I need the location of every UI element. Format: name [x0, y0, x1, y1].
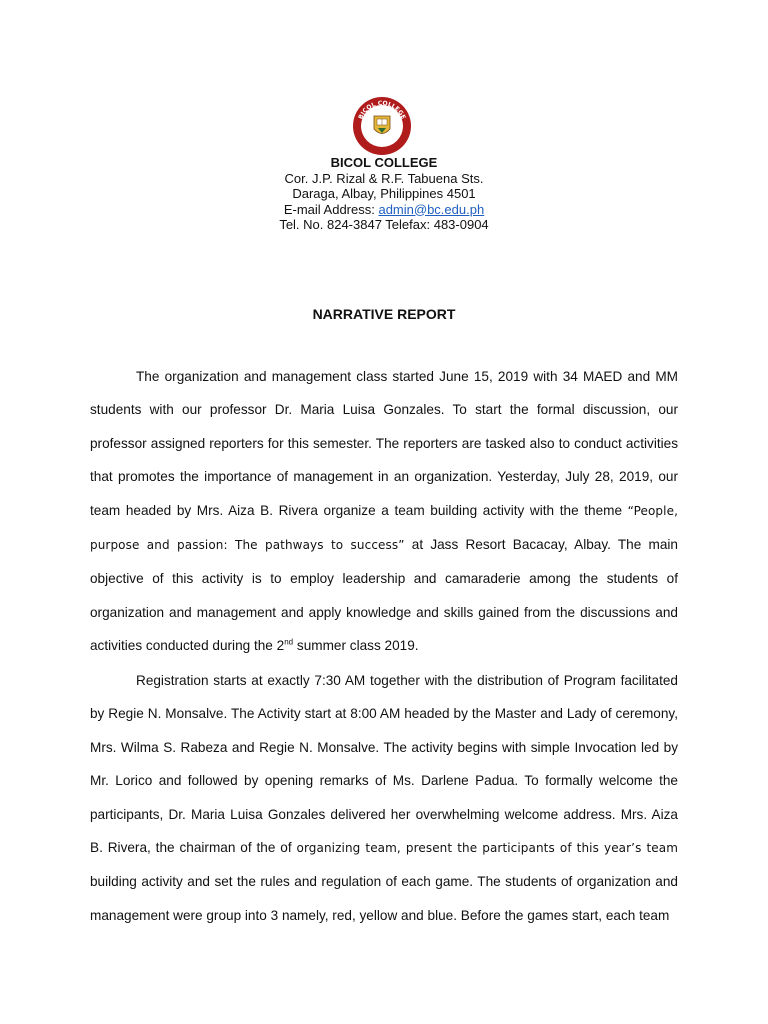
- report-title: NARRATIVE REPORT: [312, 306, 456, 322]
- letterhead: [0, 155, 768, 233]
- telephone-line: Tel. No. 824-3847 Telefax: 483-0904: [279, 217, 489, 232]
- paragraph-1-text-a: The organization and management class started June 15, 2019 with 34 MAED and MM students with our professor Dr. Maria Luisa Gonzales. To start the formal discussion, our professor assigned reporters for this semester. The reporters are tasked also to conduct activities that promotes the importance of management in an organization. Yesterday, July 28, 2019, our team headed by Mrs. Aiza B. Rivera organize a team building activity with the theme: [90, 369, 678, 518]
- paragraph-1-text-c: summer class 2019.: [293, 638, 419, 654]
- paragraph-2: [90, 664, 678, 932]
- address-line-2: Daraga, Albay, Philippines 4501: [292, 186, 476, 201]
- paragraph-2-alt-font-text: organizing team, present the participants of this year’s team: [296, 841, 678, 856]
- paragraph-1-theme: “People, purpose and passion: The pathways to success”: [90, 503, 678, 553]
- bicol-college-seal-logo: [352, 96, 412, 156]
- seal-top-text: BICOL COLLEGE: [357, 99, 407, 121]
- paragraph-2-text-b: building activity and set the rules and regulation of each game. The students of organization and management were group into 3 namely, red, yellow and blue. Before the games start, each team: [90, 874, 678, 923]
- paragraph-2-text-a: Registration starts at exactly 7:30 AM together with the distribution of Program facilitated by Regie N. Monsalve. The Activity start at 8:00 AM headed by the Master and Lady of ceremony, Mrs. Wilma S. Rabeza and Regie N. Monsalve. The activity begins with simple Invocation led by Mr. Lorico and followed by opening remarks of Ms. Darlene Padua. To formally welcome the participants, Dr. Maria Luisa Gonzales delivered her overwhelming welcome address. Mrs. Aiza B. Rivera, the chairman of the of: [90, 673, 678, 856]
- school-name: BICOL COLLEGE: [330, 155, 438, 170]
- seal-bottom-text: DARAGA, ALBAY: [366, 135, 397, 146]
- address-line-1: Cor. J.P. Rizal & R.F. Tabuena Sts.: [284, 170, 484, 186]
- email-label: E-mail Address:: [283, 201, 379, 217]
- paragraph-1-text-b: at Jass Resort Bacacay, Albay. The main objective of this activity is to employ leadership and camaraderie among the students of organization and management and apply knowledge and skills gained from the discussions and activities conducted during the 2: [90, 537, 678, 654]
- ordinal-suffix: nd: [284, 637, 294, 647]
- paragraph-1: [90, 360, 678, 663]
- email-line: [0, 202, 768, 218]
- email-link[interactable]: admin@bc.edu.ph: [378, 201, 485, 217]
